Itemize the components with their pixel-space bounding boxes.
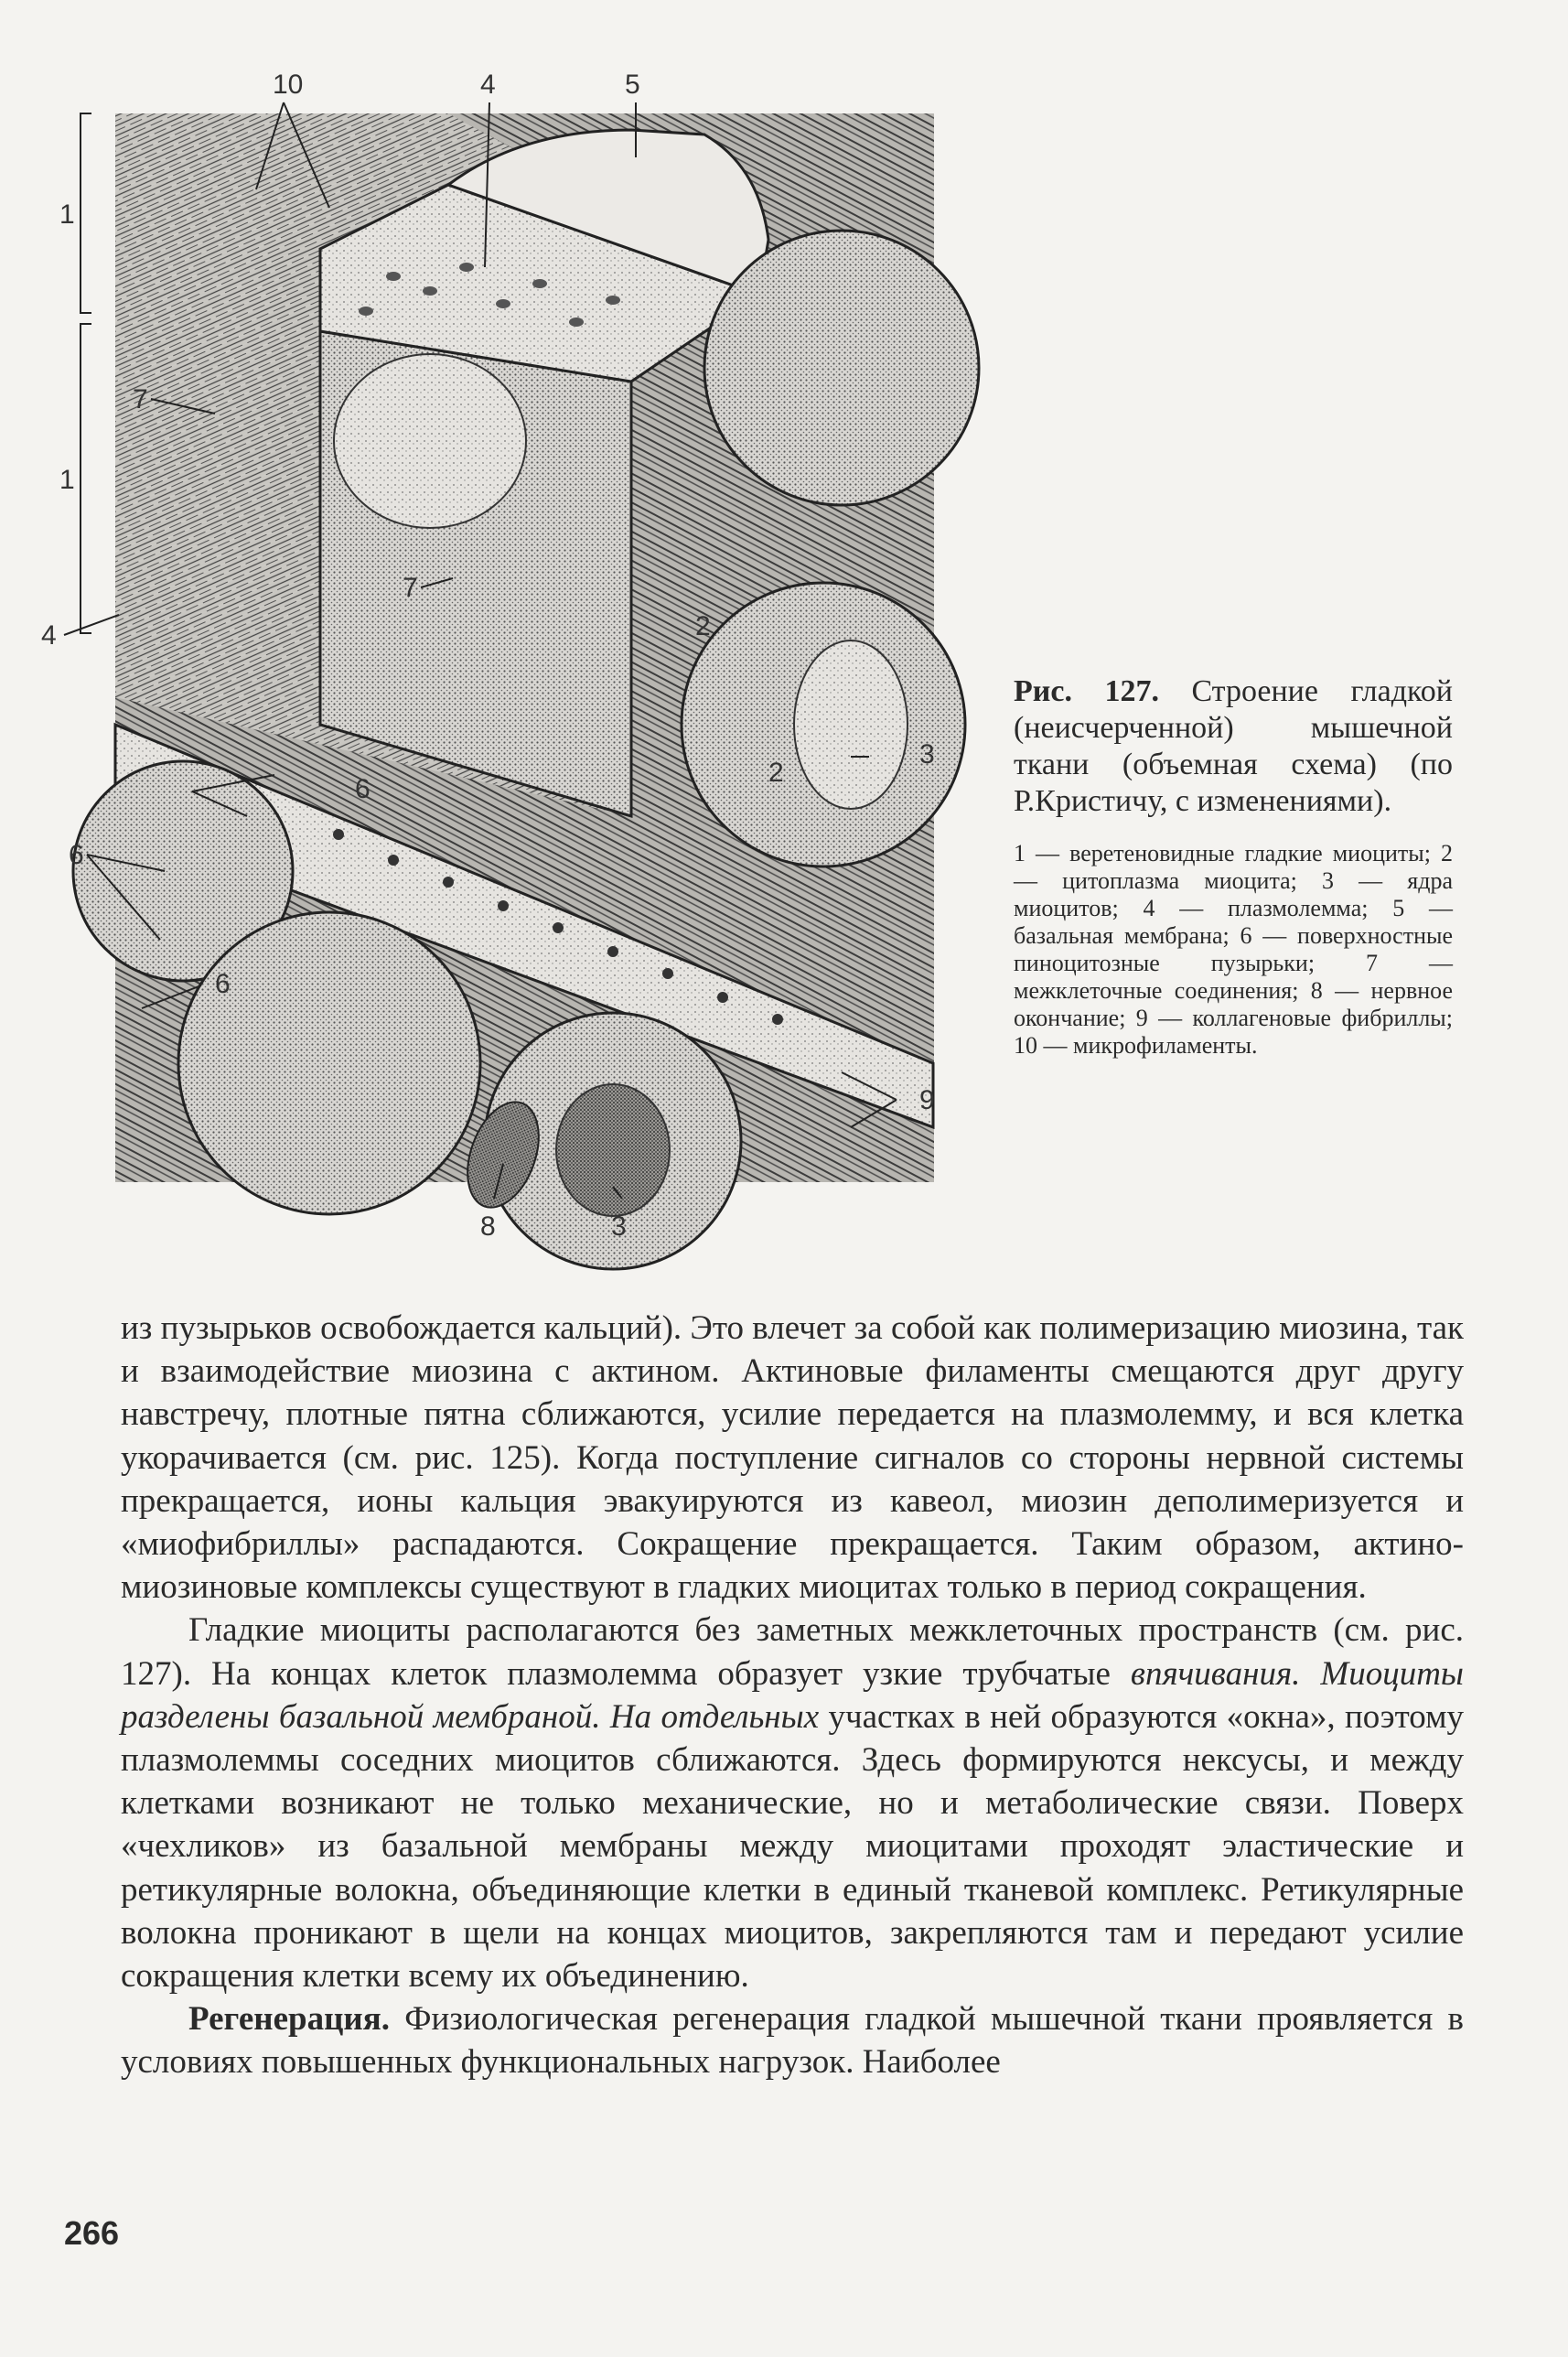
label-8: 8 <box>480 1211 496 1242</box>
paragraph-2-start: Гладкие миоциты располагаются без заметных межклеточных пространств (см. рис. 127). На концах клеток плазмолемма образует узкие трубчатые <box>121 1611 1464 1693</box>
paragraph-1: из пузырьков освобождается кальций). Это влечет за собой как полимеризацию миозина, так и взаимодействие миозина с актином. Актиновые филаменты смещаются друг другу навстречу, плотные пятна сближаются, усилие передается на плазмолемму, и вся клетка укорачивается (см. рис. 125). Когда поступление сигналов со стороны нервной системы прекращается, ионы кальция эвакуируются из кавеол, миозин деполимеризуется и «миофибриллы» распадаются. Сокращение прекращается. Таким образом, актино-миозиновые комплексы существуют в гладких миоцитах только в период сокращения. <box>121 1309 1464 1607</box>
label-7-lower: 7 <box>403 573 418 603</box>
label-7-upper: 7 <box>133 384 148 414</box>
caption-title <box>1014 673 1453 820</box>
cell-section-bottom-left <box>178 912 480 1214</box>
label-2-upper: 2 <box>695 611 711 641</box>
bracket-1-bottom <box>81 324 91 633</box>
label-2-lower: 2 <box>768 758 784 788</box>
page-number: 266 <box>64 2214 120 2252</box>
paragraph-3 <box>121 1997 1464 2083</box>
paragraph-2-italic: впячивания. Миоциты разделены базальной мембраной. На отдельных <box>121 1654 1464 1736</box>
label-10: 10 <box>273 70 304 100</box>
label-4-left: 4 <box>41 620 57 651</box>
label-9: 9 <box>919 1085 935 1115</box>
nucleus-cut <box>334 354 526 528</box>
caption-text: Строение гладкой (неисчерченной) мышечной ткани (объемная схема) (по Р.Кристичу, с изменениями). <box>1014 674 1454 818</box>
label-5: 5 <box>625 70 640 100</box>
nucleus-bottom <box>556 1084 670 1216</box>
paragraph-2 <box>121 1609 1464 1997</box>
label-1-lower: 1 <box>59 465 75 495</box>
nucleus-right <box>794 640 908 809</box>
caption-legend: 1 — веретеновидные гладкие миоциты; 2 — цитоплазма миоцита; 3 — ядра миоцитов; 4 — плазмолемма; 5 — базальная мембрана; 6 — поверхностные пиноцитозные пузырьки; 7 — межклеточные соединения; 8 — нервное окончание; 9 — коллагеновые фибриллы; 10 — микрофиламенты. <box>1014 840 1453 1059</box>
section-heading-regeneration: Регенерация. <box>188 2000 390 2039</box>
bracket-1-top <box>81 113 91 313</box>
body-text <box>121 1307 1464 2084</box>
label-3-right: 3 <box>919 739 935 770</box>
paragraph-3-text: Физиологическая регенерация гладкой мышечной ткани проявляется в условиях повышенных функциональных нагрузок. Наиболее <box>121 2000 1464 2082</box>
figure-caption <box>1014 673 1453 1060</box>
label-6-lower: 6 <box>215 969 231 999</box>
paragraph-2-end: участках в ней образуются «окна», поэтому плазмолеммы соседних миоцитов сближаются. Здесь формируются нексусы, и между клетками возникают не только механические, но и метаболические связи. Поверх «чехликов» из базальной мембраны между миоцитами проходят эластические и ретикулярные волокна, объединяющие клетки в единый тканевой комплекс. Ретикулярные волокна проникают в щели на концах миоцитов, закрепляются там и передают усилие сокращения клетки всему их объединению. <box>121 1697 1464 1996</box>
cell-section-right-top <box>704 231 979 505</box>
label-6-left: 6 <box>69 840 84 870</box>
label-4-top: 4 <box>480 70 496 100</box>
label-1-upper: 1 <box>59 199 75 230</box>
smooth-muscle-diagram <box>41 66 942 1246</box>
label-3-bottom: 3 <box>611 1211 627 1242</box>
figure-number: Рис. 127. <box>1014 674 1159 708</box>
label-6-upper: 6 <box>355 774 371 804</box>
figure-127 <box>41 66 942 1246</box>
